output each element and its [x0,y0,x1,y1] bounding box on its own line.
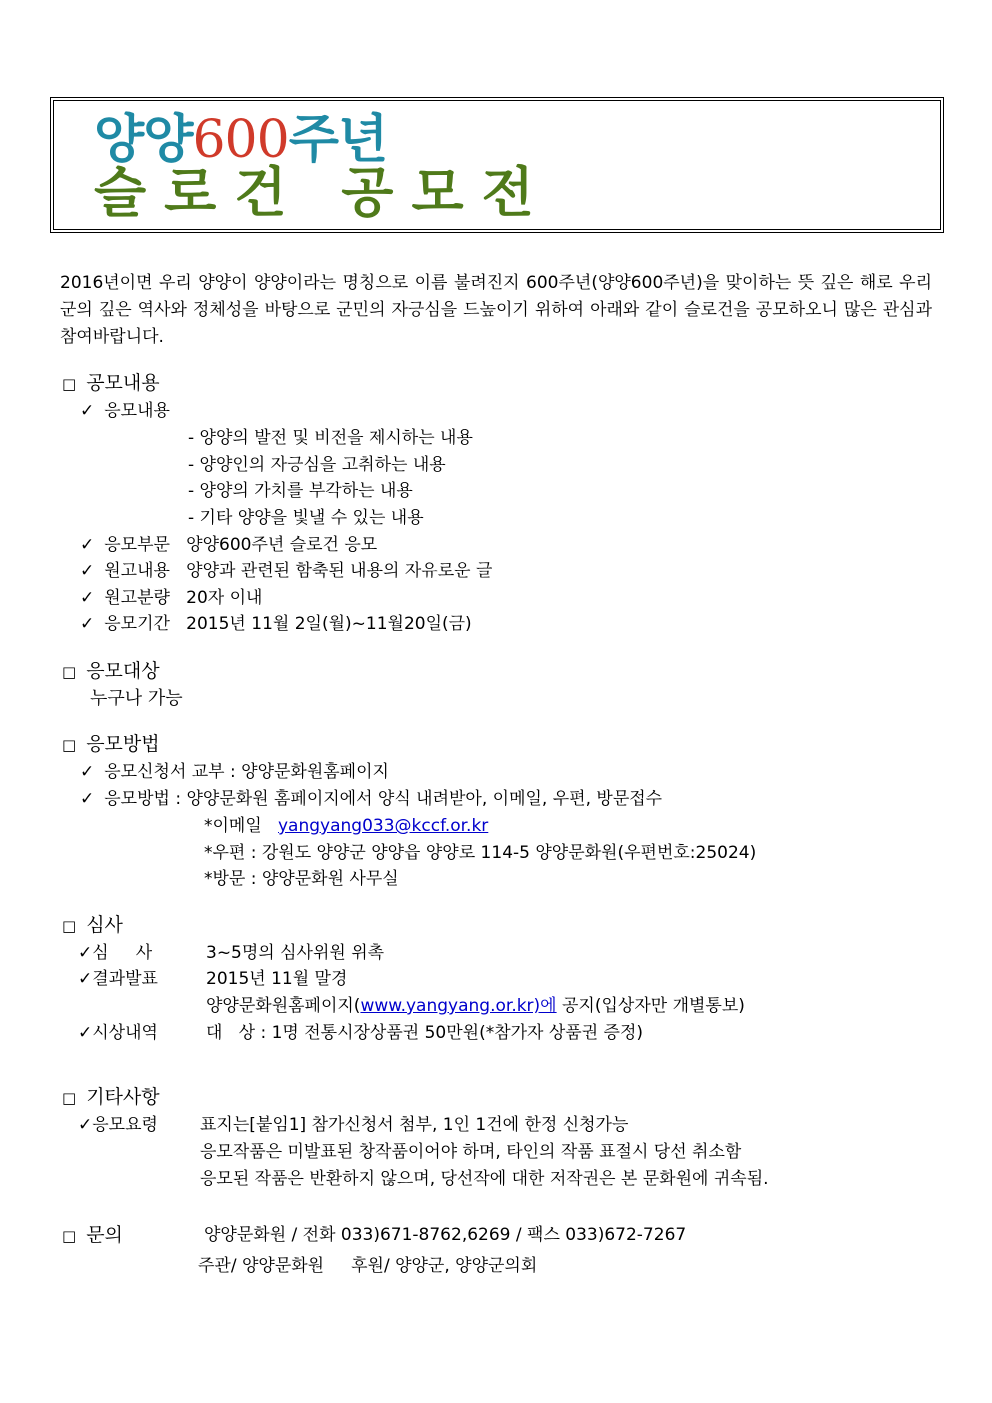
bullet-item: - 양양인의 자긍심을 고취하는 내용 [188,455,446,475]
row-label: 응모요령 [92,1115,158,1135]
section-title: 응모방법 [86,733,160,755]
email-link[interactable]: yangyang033@kccf.or.kr [278,816,489,836]
title-part3: 주년 [288,110,388,170]
review-row [78,966,158,992]
check-icon: ✓ [78,969,93,989]
content-row [80,532,377,558]
item-label: 응모내용 [104,401,170,421]
etc-line: 응모작품은 미발표된 창작품이어야 하며, 타인의 작품 표절시 당선 취소함 [200,1142,742,1162]
bullet-item: - 양양의 가치를 부각하는 내용 [188,481,413,501]
row-value: 양양600주년 슬로건 응모 [186,535,378,555]
checkbox-icon: □ [62,1089,77,1107]
review-row [78,940,152,966]
target-text: 누구나 가능 [90,688,183,709]
review-value: 2015년 11월 말경 [206,969,348,989]
etc-line: 표지는[붙임1] 참가신청서 첨부, 1인 1건에 한정 신청가능 [200,1115,629,1135]
checkbox-icon: □ [62,1227,77,1245]
method-row [80,786,662,812]
check-icon: ✓ [80,588,95,608]
section-title: 심사 [86,914,123,936]
row-label: 원고분량 [104,588,170,608]
check-icon: ✓ [80,535,95,555]
section-heading-inquiry [62,1222,123,1249]
check-icon: ✓ [78,1023,93,1043]
content-row [80,585,262,611]
sub-pre: 양양문화원홈페이지( [206,996,361,1016]
intro-paragraph: 2016년이면 우리 양양이 양양이라는 명칭으로 이름 불려진지 600주년(양양600주년)을 맞이하는 뜻 깊은 해로 우리군의 깊은 역사와 정체성을 바탕으로 군민의 자긍심을 드높이기 위하여 아래와 같이 슬로건을 공모하오니 많은 관심과 참여바랍니다. [60,273,932,347]
content-row [80,558,492,584]
row-label: 원고내용 [104,561,170,581]
post-row: *우편 : 강원도 양양군 양양읍 양양로 114-5 양양문화원(우편번호:25024) [204,843,757,863]
checkbox-icon: □ [62,663,77,681]
title-part1: 양양 [94,110,193,170]
host-line: 주관/ 양양문화원 후원/ 양양군, 양양군의회 [198,1256,538,1276]
checkbox-icon: □ [62,736,77,754]
row-label: 응모부문 [104,535,170,555]
section-title: 기타사항 [86,1086,160,1108]
contact-line: 양양문화원 / 전화 033)671-8762,6269 / 팩스 033)672-7267 [204,1225,687,1245]
review-sub [206,993,745,1019]
method-row [80,759,389,785]
title-line2: 슬로건 공모전 [94,161,552,224]
check-icon: ✓ [78,943,93,963]
section-title: 공모내용 [86,372,160,394]
etc-row [78,1112,158,1138]
row-value: 2015년 11월 2일(월)~11월20일(금) [186,614,472,634]
check-icon: ✓ [78,1115,93,1135]
row-value: 20자 이내 [186,588,263,608]
section-heading-etc [62,1084,160,1111]
content-item [80,398,170,424]
content-row [80,611,472,637]
check-icon: ✓ [80,789,95,809]
section-heading-target [62,658,160,685]
section-heading-content [62,370,160,397]
email-row [204,813,488,839]
row-text: 응모방법 : 양양문화원 홈페이지에서 양식 내려받아, 이메일, 우편, 방문접수 [104,789,663,809]
row-label: 심 사 [92,943,153,963]
section-title: 응모대상 [86,660,160,682]
row-label: 결과발표 [92,969,158,989]
row-label: 응모기간 [104,614,170,634]
section-heading-method [62,731,160,758]
check-icon: ✓ [80,561,95,581]
sub-post: 공지(입상자만 개별통보) [556,996,745,1016]
homepage-link[interactable]: www.yangyang.or.kr)에 [360,996,557,1016]
visit-row: *방문 : 양양문화원 사무실 [204,869,399,889]
email-label: *이메일 [204,816,262,836]
check-icon: ✓ [80,401,95,421]
title-part2: 600 [192,110,289,170]
check-icon: ✓ [80,762,95,782]
review-value: 대 상 : 1명 전통시장상품권 50만원(*참가자 상품권 증정) [206,1023,644,1043]
review-row [78,1020,158,1046]
bullet-item: - 양양의 발전 및 비전을 제시하는 내용 [188,428,473,448]
row-value: 양양과 관련된 함축된 내용의 자유로운 글 [186,561,493,581]
row-label: 시상내역 [92,1023,158,1043]
checkbox-icon: □ [62,375,77,393]
section-heading-review [62,912,123,939]
title-box [50,97,944,233]
review-value: 3~5명의 심사위원 위촉 [206,943,385,963]
row-text: 응모신청서 교부 : 양양문화원홈페이지 [104,762,389,782]
checkbox-icon: □ [62,917,77,935]
section-title: 문의 [86,1224,123,1246]
bullet-item: - 기타 양양을 빛낼 수 있는 내용 [188,508,424,528]
check-icon: ✓ [80,614,95,634]
etc-line: 응모된 작품은 반환하지 않으며, 당선작에 대한 저작권은 본 문화원에 귀속됨. [200,1169,769,1189]
